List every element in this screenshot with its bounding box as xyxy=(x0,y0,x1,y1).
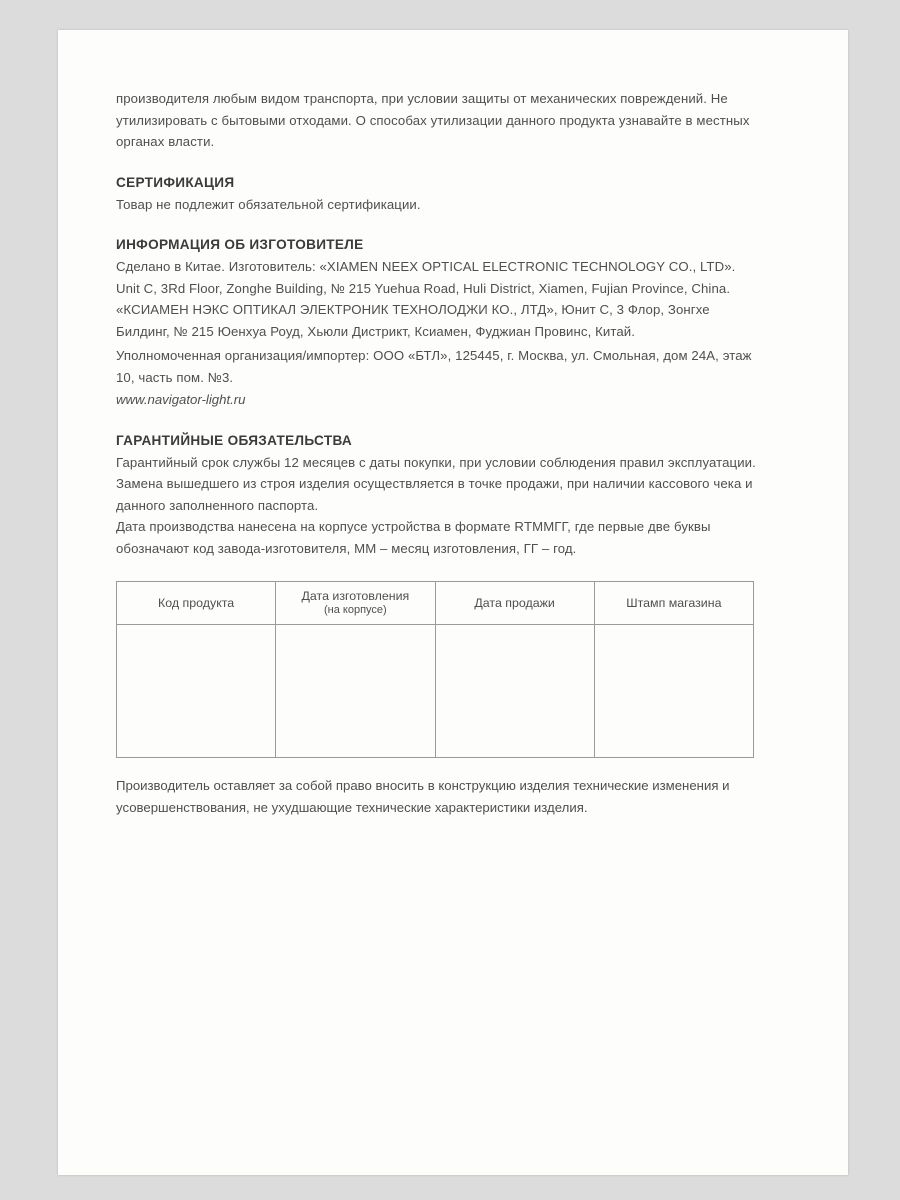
column-header-manufacture-date xyxy=(276,582,435,625)
column-header-sublabel: (на корпусе) xyxy=(324,604,387,616)
section-heading-warranty: ГАРАНТИЙНЫЕ ОБЯЗАТЕЛЬСТВА xyxy=(116,432,352,448)
table-cell-sale-date[interactable] xyxy=(435,625,594,758)
column-header-label: Дата изготовления xyxy=(301,589,410,603)
table-row xyxy=(117,625,754,758)
warranty-table-header xyxy=(117,582,754,625)
warranty-table-body xyxy=(117,625,754,758)
column-header-sale-date xyxy=(435,582,594,625)
table-cell-manufacture-date[interactable] xyxy=(276,625,435,758)
warranty-table xyxy=(116,581,754,758)
column-header-label: Штамп магазина xyxy=(626,595,722,610)
column-header-label: Дата продажи xyxy=(474,595,555,610)
manufacturer-website-link[interactable]: www.navigator-light.ru xyxy=(116,392,246,407)
certification-paragraph: Товар не подлежит обязательной сертификации. xyxy=(116,196,421,212)
intro-paragraph: производителя любым видом транспорта, при условии защиты от механических повреждений. Не утилизировать с бытовыми отходами. О способах утилизации данного продукта узнавайте в местных органах власти. xyxy=(116,91,750,149)
footer-note: Производитель оставляет за собой право вносить в конструкцию изделия технические изменения и усовершенствования, не ухудшающие технические характеристики изделия. xyxy=(116,778,730,815)
column-header-label: Код продукта xyxy=(158,595,235,610)
section-heading-certification: СЕРТИФИКАЦИЯ xyxy=(116,174,235,190)
manufacturer-paragraph-2: Уполномоченная организация/импортер: ООО «БТЛ», 125445, г. Москва, ул. Смольная, дом 24А, этаж 10, часть пом. №3. xyxy=(116,348,752,385)
document-page xyxy=(58,30,848,1175)
column-header-product-code xyxy=(117,582,276,625)
warranty-paragraph-1: Гарантийный срок службы 12 месяцев с даты покупки, при условии соблюдения правил эксплуатации. Замена вышедшего из строя изделия осуществляется в точке продажи, при наличии кассового чека и данного заполненного паспорта. xyxy=(116,454,756,513)
manufacturer-paragraph-1: Сделано в Китае. Изготовитель: «XIAMEN NEEX OPTICAL ELECTRONIC TECHNOLOGY CO., LTD». Unit C, 3Rd Floor, Zonghe Building, № 215 Yuehua Road, Huli District, Xiamen, Fujian Province, China. «КСИАМЕН НЭКС ОПТИКАЛ ЭЛЕКТРОНИК ТЕХНОЛОДЖИ КО., ЛТД», Юнит С, 3 Флор, Зонгхе Билдинг, № 215 Юенхуа Роуд, Хьюли Дистрикт, Ксиамен, Фуджиан Провинс, Китай. xyxy=(116,259,736,339)
table-header-row xyxy=(117,582,754,625)
column-header-shop-stamp xyxy=(594,582,753,625)
section-heading-manufacturer: ИНФОРМАЦИЯ ОБ ИЗГОТОВИТЕЛЕ xyxy=(116,237,364,252)
table-cell-shop-stamp[interactable] xyxy=(594,625,753,758)
page-content xyxy=(116,88,756,818)
table-cell-product-code[interactable] xyxy=(117,625,276,758)
warranty-paragraph-2: Дата производства нанесена на корпусе устройства в формате RТММГГ, где первые две буквы обозначают код завода-изготовителя, ММ – месяц изготовления, ГГ – год. xyxy=(116,519,711,556)
